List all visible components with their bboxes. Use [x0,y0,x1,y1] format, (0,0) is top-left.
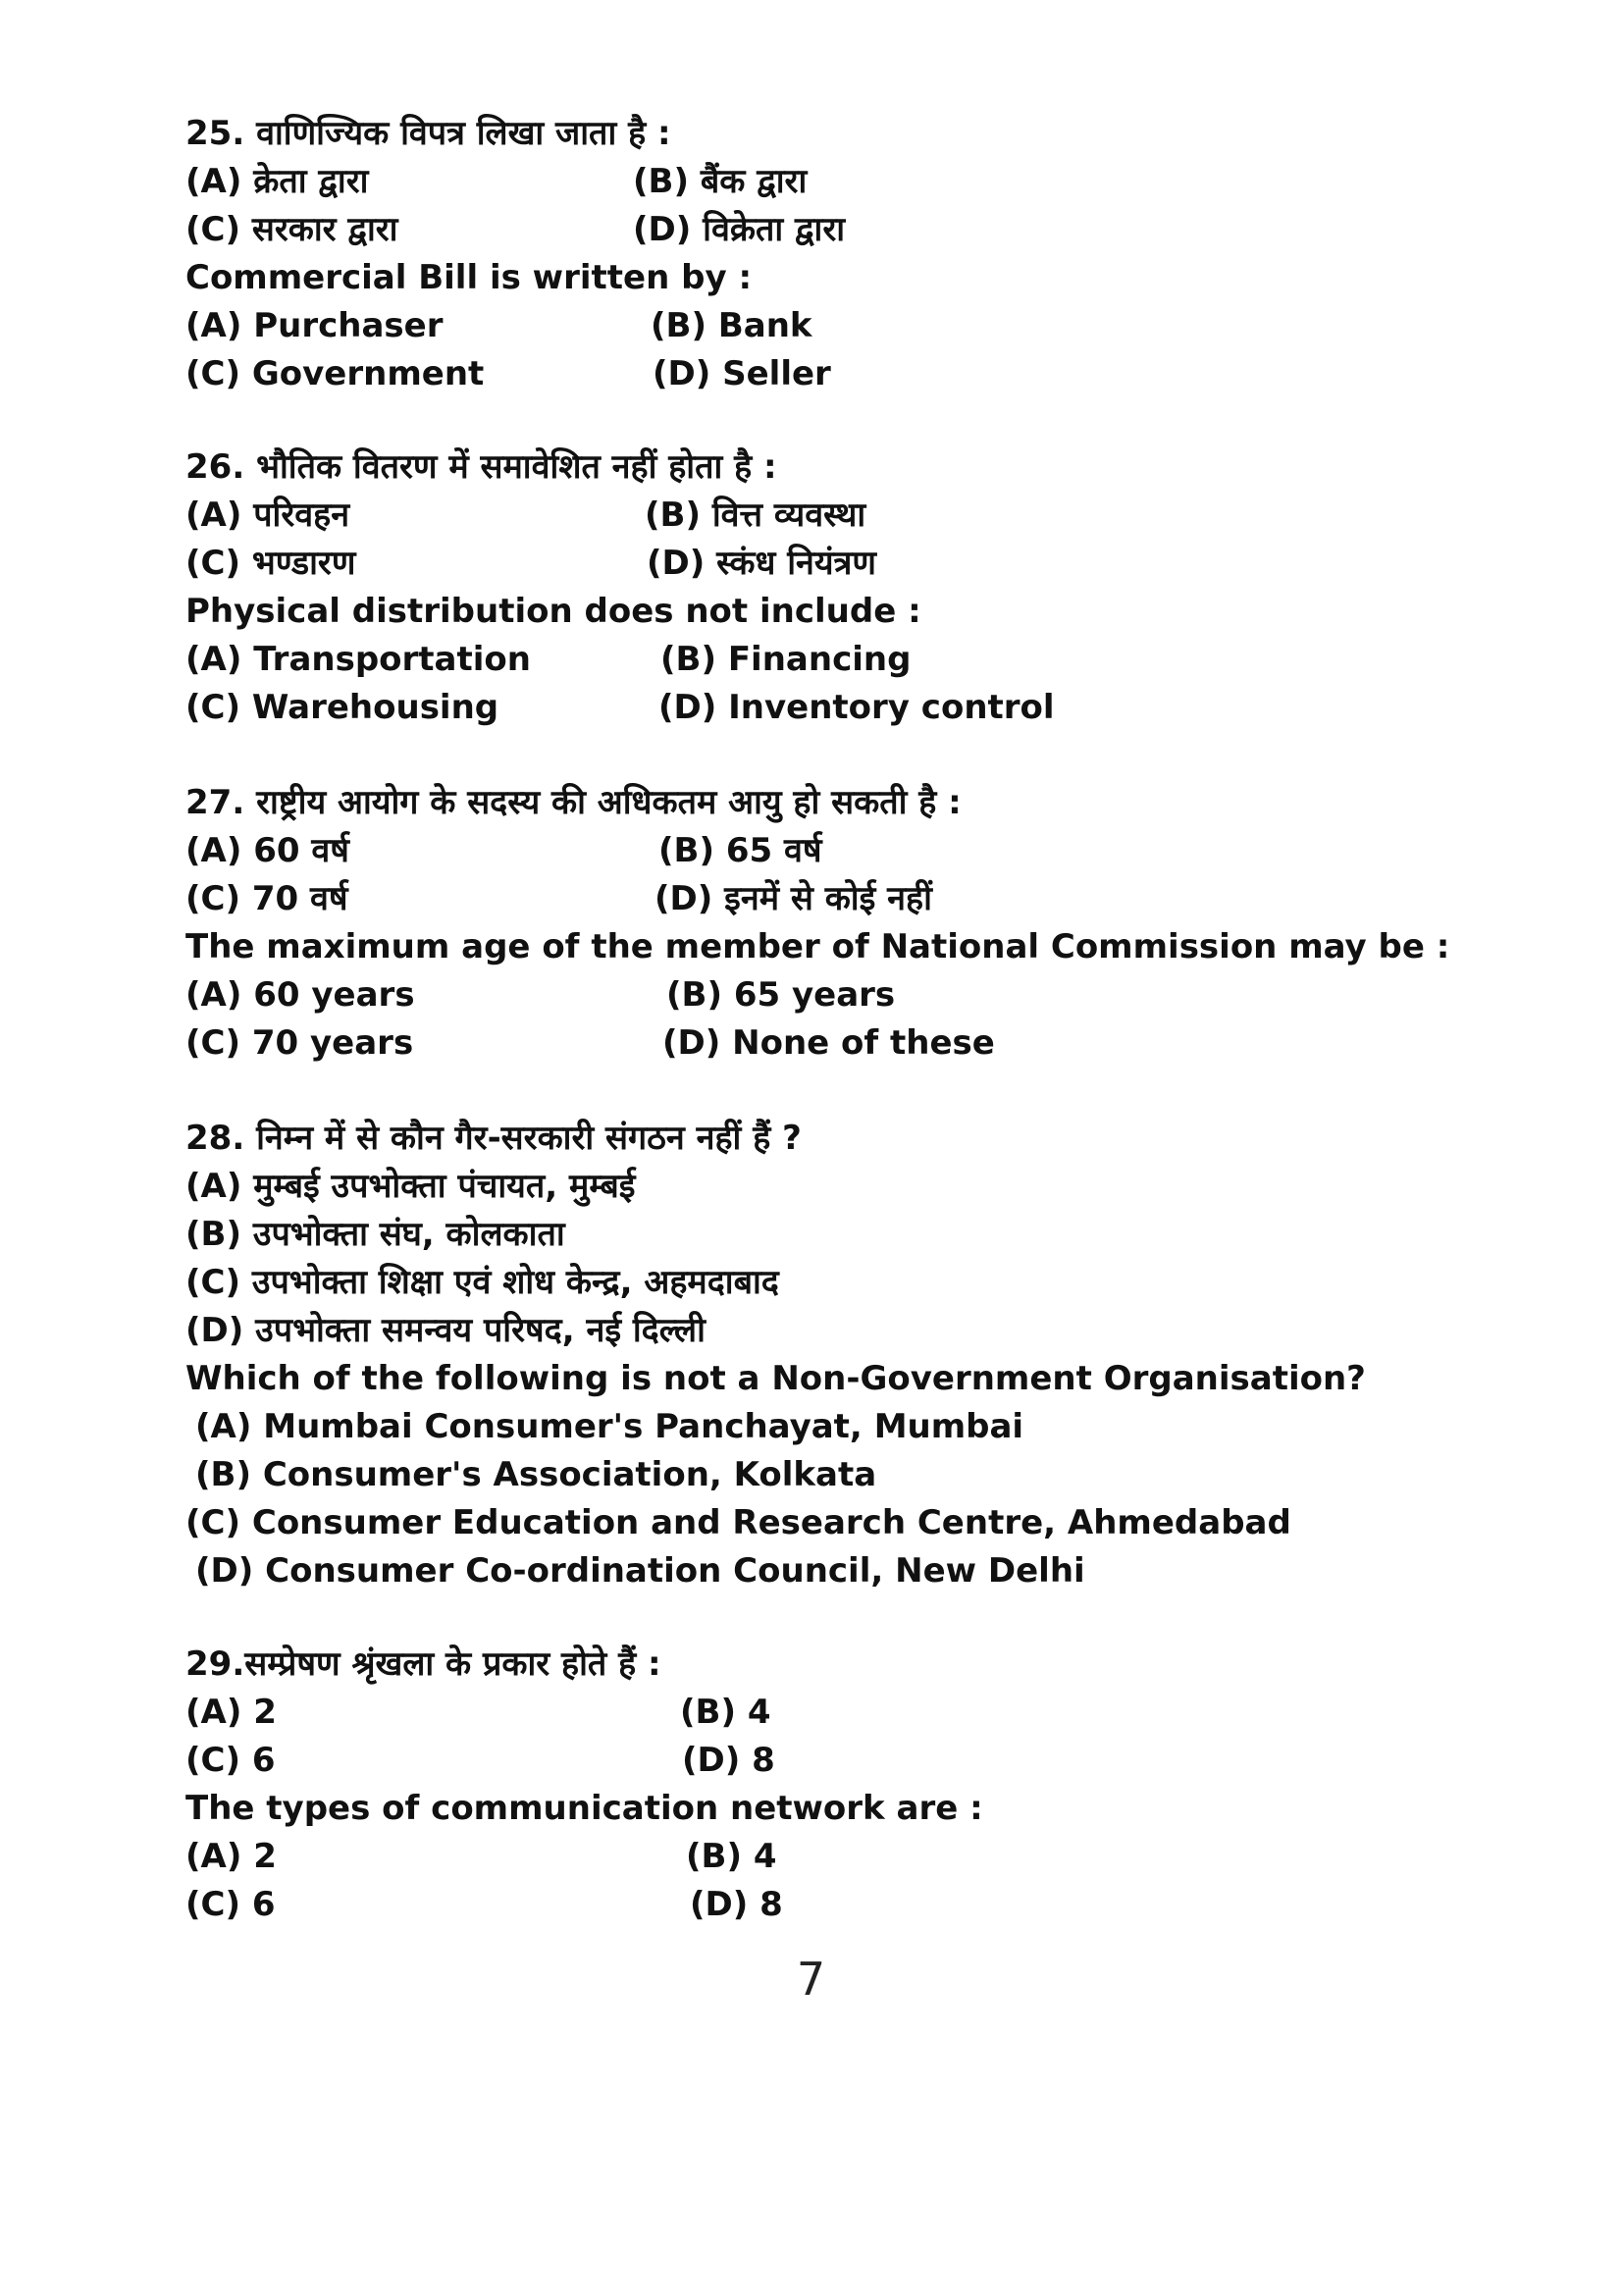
option-c-english: (C) 70 years [185,1023,414,1063]
option-d-english: (D) Inventory control [658,688,1055,727]
option-b-hindi: (B) बैंक द्वारा [633,162,808,201]
question-english: Which of the following is not a Non-Government Organisation? [185,1359,1366,1398]
option-b-hindi: (B) 4 [680,1693,771,1732]
option-c-hindi: (C) 6 [185,1741,276,1780]
option-a-hindi: (A) मुम्बई उपभोक्ता पंचायत, मुम्बई [185,1167,636,1206]
option-row [185,1737,1461,1785]
option-c-english: (C) Government [185,354,485,393]
option-c-hindi: (C) भण्डारण [185,544,356,583]
option-d-hindi: (D) विक्रेता द्वारा [633,210,846,249]
option-row [185,827,1461,875]
option-row [185,684,1461,732]
option-b-english: (B) 4 [686,1837,777,1876]
question-hindi: 25. वाणिज्यिक विपत्र लिखा जाता है : [185,114,671,153]
option-b-hindi: (B) वित्त व्यवस्था [645,496,866,535]
option-row [185,206,1461,254]
option-row [185,1689,1461,1737]
question-hindi: 28. निम्न में से कौन गैर-सरकारी संगठन नहीं हैं ? [185,1119,802,1158]
option-a-hindi: (A) 2 [185,1693,277,1732]
option-b-hindi: (B) 65 वर्ष [658,831,822,870]
question-english: The maximum age of the member of National Commission may be : [185,927,1450,966]
option-d-english: (D) None of these [662,1023,995,1063]
option-row [185,1833,1461,1881]
option-a-hindi: (A) 60 वर्ष [185,831,349,870]
option-a-english: (A) 60 years [185,975,415,1015]
question-english: Physical distribution does not include : [185,592,921,631]
option-row [185,636,1461,684]
option-a-english: (A) 2 [185,1837,277,1876]
option-row [185,350,1461,398]
option-d-english: (D) Consumer Co-ordination Council, New Delhi [195,1551,1085,1591]
option-c-hindi: (C) उपभोक्ता शिक्षा एवं शोध केन्द्र, अहमदाबाद [185,1263,779,1302]
page-number: 7 [796,1953,826,2006]
question-26 [185,444,1461,732]
option-row [185,1881,1461,1929]
option-d-hindi: (D) इनमें से कोई नहीं [654,879,932,918]
question-29 [185,1641,1461,1929]
question-english: The types of communication network are : [185,1789,983,1828]
option-c-english: (C) 6 [185,1885,276,1924]
option-a-hindi: (A) क्रेता द्वारा [185,162,369,201]
question-english: Commercial Bill is written by : [185,258,753,297]
option-row [185,492,1461,540]
question-25 [185,110,1461,398]
option-c-english: (C) Warehousing [185,688,499,727]
option-row [185,971,1461,1019]
option-d-hindi: (D) स्कंध नियंत्रण [647,544,876,583]
option-b-hindi: (B) उपभोक्ता संघ, कोलकाता [185,1215,565,1254]
option-row [185,540,1461,588]
option-c-hindi: (C) सरकार द्वारा [185,210,398,249]
option-row [185,158,1461,206]
option-row [185,1019,1461,1068]
option-b-english: (B) Bank [651,306,812,345]
option-c-english: (C) Consumer Education and Research Centre, Ahmedabad [185,1503,1291,1542]
option-b-english: (B) Financing [660,640,912,679]
option-d-hindi: (D) 8 [682,1741,775,1780]
option-b-english: (B) 65 years [666,975,896,1015]
question-28 [185,1115,1461,1595]
option-d-english: (D) Seller [653,354,831,393]
option-row [185,302,1461,350]
option-d-hindi: (D) उपभोक्ता समन्वय परिषद, नई दिल्ली [185,1311,706,1350]
option-a-english: (A) Purchaser [185,306,444,345]
option-row [185,875,1461,923]
question-27 [185,779,1461,1068]
option-a-english: (A) Mumbai Consumer's Panchayat, Mumbai [195,1407,1024,1446]
option-a-english: (A) Transportation [185,640,531,679]
question-hindi: 26. भौतिक वितरण में समावेशित नहीं होता है : [185,447,777,487]
option-c-hindi: (C) 70 वर्ष [185,879,348,918]
option-a-hindi: (A) परिवहन [185,496,350,535]
option-d-english: (D) 8 [690,1885,783,1924]
option-b-english: (B) Consumer's Association, Kolkata [195,1455,877,1494]
question-hindi: 27. राष्ट्रीय आयोग के सदस्य की अधिकतम आयु हो सकती है : [185,783,962,822]
question-hindi: 29.सम्प्रेषण श्रृंखला के प्रकार होते हैं : [185,1644,661,1684]
